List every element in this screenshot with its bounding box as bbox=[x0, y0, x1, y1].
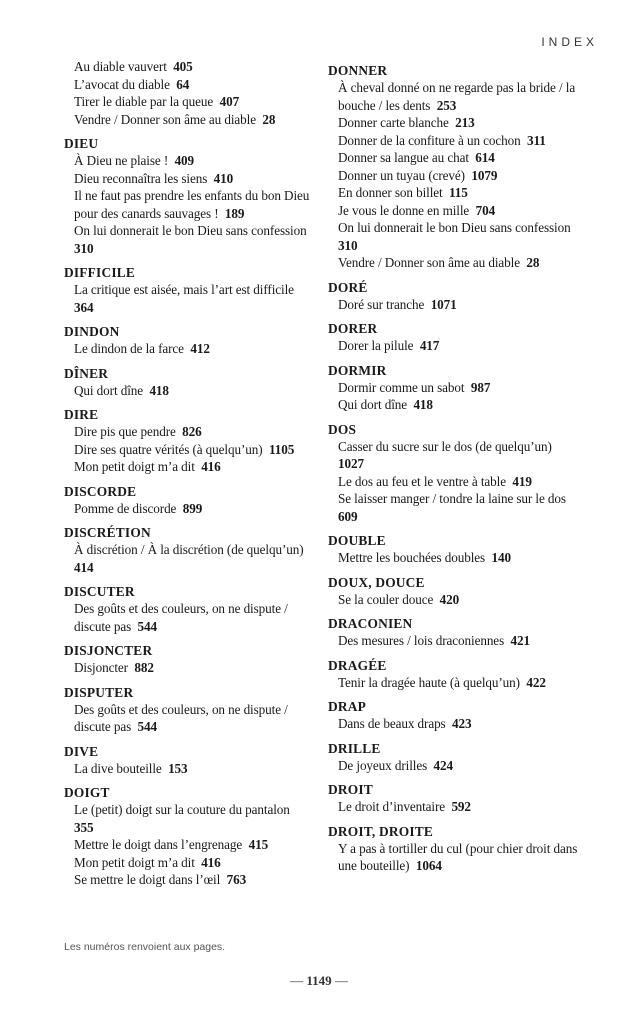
expression-list bbox=[64, 340, 314, 358]
expression-text: Dans de beaux draps bbox=[338, 716, 446, 731]
index-expression bbox=[74, 854, 314, 872]
index-expression bbox=[74, 871, 314, 889]
index-entries-left bbox=[64, 135, 314, 889]
page-reference: 28 bbox=[262, 111, 276, 127]
page-reference: 189 bbox=[224, 205, 245, 221]
entry-headword: DISCORDE bbox=[64, 483, 137, 499]
expression-text: On lui donnerait le bon Dieu sans confession bbox=[74, 223, 307, 238]
entry-headword: DISCUTER bbox=[64, 584, 135, 599]
expression-text: Des goûts et des couleurs, on ne dispute / discute pas bbox=[74, 701, 288, 734]
index-expression bbox=[338, 396, 584, 414]
index-expression bbox=[74, 111, 314, 129]
page-reference: 609 bbox=[338, 508, 358, 524]
page-reference: 704 bbox=[475, 202, 496, 218]
page-reference: 421 bbox=[510, 633, 530, 648]
entry-headword: DISJONCTER bbox=[64, 643, 153, 658]
page-reference: 213 bbox=[455, 115, 475, 130]
page-reference: 253 bbox=[436, 97, 457, 113]
expression-text: Tenir la dragée haute (à quelqu’un) bbox=[338, 674, 520, 690]
expression-text: Dormir comme un sabot bbox=[338, 379, 465, 395]
folio-number: 1149 bbox=[306, 973, 332, 988]
index-expression bbox=[338, 379, 584, 397]
expression-list bbox=[328, 798, 584, 816]
page-reference: 899 bbox=[182, 500, 203, 516]
entry-headword: DROIT bbox=[328, 782, 373, 797]
index-entry bbox=[328, 823, 584, 875]
entry-headword: DORMIR bbox=[328, 362, 387, 378]
page-reference: 410 bbox=[213, 170, 234, 186]
index-entry bbox=[328, 781, 584, 816]
page-reference: 405 bbox=[173, 59, 193, 74]
page-reference: 544 bbox=[137, 719, 158, 734]
page-reference: 310 bbox=[74, 240, 94, 256]
expression-list bbox=[328, 438, 584, 526]
index-expression bbox=[338, 438, 584, 473]
index-entry bbox=[64, 483, 314, 518]
expression-list bbox=[328, 337, 584, 355]
index-expression bbox=[74, 222, 314, 257]
expression-text: Des goûts et des couleurs, on ne dispute / discute pas bbox=[74, 601, 288, 634]
index-expression bbox=[338, 202, 584, 220]
expression-text: Je vous le donne en mille bbox=[338, 202, 470, 218]
index-expression bbox=[338, 632, 584, 650]
expression-list bbox=[328, 549, 584, 567]
page-reference: 1064 bbox=[415, 858, 442, 873]
index-entry bbox=[328, 574, 584, 609]
folio-dash-right: — bbox=[334, 973, 348, 988]
expression-text: Y a pas à tortiller du cul (pour chier droit dans une bouteille) bbox=[338, 840, 578, 873]
page-reference: 418 bbox=[149, 382, 169, 398]
index-entry bbox=[328, 532, 584, 567]
page-reference: 28 bbox=[526, 255, 540, 270]
page-reference: 987 bbox=[470, 379, 491, 395]
index-expression bbox=[338, 167, 584, 185]
index-expression bbox=[74, 836, 314, 854]
index-entry bbox=[64, 406, 314, 476]
index-entry-continued bbox=[64, 58, 314, 128]
expression-text: Mon petit doigt m’a dit bbox=[74, 459, 195, 474]
index-entry bbox=[64, 524, 314, 576]
entry-headword: DOIGT bbox=[64, 785, 110, 800]
expression-list bbox=[64, 701, 314, 736]
entry-headword: DOS bbox=[328, 421, 357, 437]
page-reference: 415 bbox=[248, 837, 269, 852]
expression-text: Des mesures / lois draconiennes bbox=[338, 633, 505, 648]
expression-text: Au diable vauvert bbox=[74, 59, 167, 74]
index-entry bbox=[328, 698, 584, 733]
index-expression bbox=[74, 760, 314, 778]
expression-text: Donner de la confiture à un cochon bbox=[338, 132, 521, 148]
index-expression bbox=[338, 79, 584, 114]
expression-text: Tirer le diable par la queue bbox=[74, 94, 214, 109]
index-expression bbox=[338, 591, 584, 609]
expression-list bbox=[64, 423, 314, 476]
entry-headword: DRACONIEN bbox=[328, 616, 413, 631]
expression-text: Se la couler douce bbox=[338, 591, 434, 607]
expression-list bbox=[64, 541, 314, 576]
expression-list bbox=[64, 382, 314, 400]
index-expression bbox=[338, 296, 584, 314]
index-expression bbox=[74, 801, 314, 836]
index-entry bbox=[64, 784, 314, 889]
entry-headword: DRAGÉE bbox=[328, 657, 387, 673]
expression-list bbox=[64, 500, 314, 518]
index-expression bbox=[338, 757, 584, 775]
index-entry bbox=[64, 323, 314, 358]
expression-text: Mettre le doigt dans l’engrenage bbox=[74, 837, 243, 852]
page-reference: 826 bbox=[182, 424, 202, 439]
expression-text: Dieu reconnaîtra les siens bbox=[74, 170, 208, 186]
index-entry bbox=[328, 62, 584, 272]
page-reference: 153 bbox=[168, 760, 188, 776]
page-reference: 419 bbox=[512, 473, 532, 489]
expression-text: Dorer la pilule bbox=[338, 338, 414, 353]
expression-list bbox=[328, 840, 584, 875]
expression-text: Qui dort dîne bbox=[338, 397, 408, 412]
expression-text: Mettre les bouchées doubles bbox=[338, 550, 486, 565]
index-expression bbox=[338, 184, 584, 202]
expression-text: Dire ses quatre vérités (à quelqu’un) bbox=[74, 441, 263, 457]
index-expression bbox=[74, 458, 314, 476]
index-column-left bbox=[64, 58, 314, 896]
expression-text: De joyeux drilles bbox=[338, 757, 428, 773]
page-reference: 414 bbox=[74, 559, 94, 575]
page-reference: 409 bbox=[174, 153, 195, 168]
expression-list bbox=[328, 715, 584, 733]
index-expression bbox=[338, 840, 584, 875]
index-entry bbox=[64, 743, 314, 778]
footnote: Les numéros renvoient aux pages. bbox=[64, 941, 226, 953]
entry-headword: DONNER bbox=[328, 63, 388, 78]
index-expression bbox=[338, 715, 584, 733]
page-reference: 311 bbox=[527, 132, 546, 148]
page-reference: 424 bbox=[433, 757, 454, 773]
expression-text: La dive bouteille bbox=[74, 760, 162, 776]
index-entry bbox=[64, 684, 314, 736]
expression-list bbox=[328, 674, 584, 692]
page-reference: 1105 bbox=[268, 441, 295, 457]
entry-headword: DISPUTER bbox=[64, 684, 134, 700]
expression-text: À discrétion / À la discrétion (de quelqu’un) bbox=[74, 542, 304, 557]
expression-list bbox=[64, 58, 314, 128]
entry-headword: DORER bbox=[328, 321, 378, 336]
page-reference: 882 bbox=[134, 660, 154, 675]
entry-headword: DÎNER bbox=[64, 365, 109, 381]
expression-list bbox=[328, 757, 584, 775]
page-reference: 310 bbox=[338, 237, 358, 253]
index-expression bbox=[74, 76, 314, 94]
index-expression bbox=[338, 254, 584, 272]
index-expression bbox=[338, 132, 584, 150]
expression-text: Le (petit) doigt sur la couture du pantalon bbox=[74, 802, 290, 817]
index-expression bbox=[74, 170, 314, 188]
index-entry bbox=[64, 642, 314, 677]
entry-headword: DOUBLE bbox=[328, 533, 386, 548]
expression-list bbox=[64, 801, 314, 889]
expression-text: Mon petit doigt m’a dit bbox=[74, 854, 195, 870]
index-expression bbox=[74, 659, 314, 677]
index-entry bbox=[64, 365, 314, 400]
index-expression bbox=[338, 337, 584, 355]
index-expression bbox=[74, 382, 314, 400]
running-header: INDEX bbox=[541, 35, 598, 49]
expression-text: À cheval donné on ne regarde pas la bride / la bouche / les dents bbox=[338, 80, 576, 113]
expression-list bbox=[328, 632, 584, 650]
index-expression bbox=[74, 500, 314, 518]
expression-text: Vendre / Donner son âme au diable bbox=[74, 111, 256, 127]
expression-list bbox=[64, 659, 314, 677]
expression-text: L’avocat du diable bbox=[74, 76, 170, 92]
entry-headword: DIFFICILE bbox=[64, 265, 135, 280]
page-reference: 763 bbox=[226, 872, 247, 887]
index-expression bbox=[74, 281, 314, 316]
expression-text: Donner carte blanche bbox=[338, 115, 449, 130]
index-entry bbox=[328, 657, 584, 692]
expression-text: Disjoncter bbox=[74, 660, 128, 675]
index-entry bbox=[64, 264, 314, 316]
index-expression bbox=[74, 701, 314, 736]
page-reference: 423 bbox=[452, 716, 472, 731]
expression-text: En donner son billet bbox=[338, 185, 443, 200]
entry-headword: DRILLE bbox=[328, 740, 381, 756]
page-reference: 420 bbox=[439, 591, 460, 607]
expression-list bbox=[328, 379, 584, 414]
expression-text: On lui donnerait le bon Dieu sans confession bbox=[338, 220, 571, 235]
expression-text: Se mettre le doigt dans l’œil bbox=[74, 872, 221, 887]
expression-text: Se laisser manger / tondre la laine sur le dos bbox=[338, 491, 566, 506]
index-entry bbox=[328, 320, 584, 355]
expression-list bbox=[64, 760, 314, 778]
page-reference: 417 bbox=[419, 338, 440, 353]
expression-list bbox=[328, 79, 584, 272]
entry-headword: DRAP bbox=[328, 699, 366, 714]
page-reference: 416 bbox=[201, 459, 221, 474]
page-reference: 140 bbox=[491, 550, 511, 565]
index-entry bbox=[328, 615, 584, 650]
expression-text: Vendre / Donner son âme au diable bbox=[338, 255, 520, 270]
page-reference: 64 bbox=[176, 76, 190, 92]
index-entry bbox=[328, 362, 584, 414]
page-reference: 1027 bbox=[338, 456, 364, 471]
page-reference: 418 bbox=[413, 397, 433, 412]
expression-text: Pomme de discorde bbox=[74, 500, 177, 516]
expression-text: Donner sa langue au chat bbox=[338, 150, 469, 165]
page-reference: 412 bbox=[190, 341, 210, 356]
index-expression bbox=[338, 473, 584, 491]
index-expression bbox=[74, 340, 314, 358]
expression-list bbox=[328, 296, 584, 314]
index-expression bbox=[338, 219, 584, 254]
index-expression bbox=[74, 187, 314, 222]
index-expression bbox=[74, 541, 314, 576]
expression-text: Donner un tuyau (crevé) bbox=[338, 167, 465, 183]
index-entry bbox=[328, 740, 584, 775]
expression-text: Le dindon de la farce bbox=[74, 341, 184, 356]
entry-headword: DORÉ bbox=[328, 279, 368, 295]
expression-list bbox=[64, 152, 314, 257]
page-reference: 614 bbox=[475, 150, 495, 165]
page-reference: 416 bbox=[201, 854, 221, 870]
index-expression bbox=[74, 441, 314, 459]
index-expression bbox=[74, 152, 314, 170]
expression-text: Le droit d’inventaire bbox=[338, 799, 446, 814]
index-expression bbox=[338, 549, 584, 567]
entry-headword: DROIT, DROITE bbox=[328, 823, 434, 839]
index-expression bbox=[74, 423, 314, 441]
index-expression bbox=[338, 798, 584, 816]
entry-headword: DINDON bbox=[64, 324, 120, 339]
page-reference: 364 bbox=[74, 299, 94, 315]
folio-dash-left: — bbox=[290, 973, 304, 988]
index-expression bbox=[338, 114, 584, 132]
index-entry bbox=[64, 583, 314, 635]
expression-text: Doré sur tranche bbox=[338, 296, 425, 312]
entry-headword: DIEU bbox=[64, 136, 99, 151]
expression-text: Qui dort dîne bbox=[74, 382, 144, 398]
index-expression bbox=[338, 674, 584, 692]
expression-text: Casser du sucre sur le dos (de quelqu’un) bbox=[338, 438, 552, 454]
index-entry bbox=[64, 135, 314, 257]
page-reference: 1071 bbox=[430, 296, 457, 312]
index-expression bbox=[338, 490, 584, 525]
expression-list bbox=[64, 600, 314, 635]
index-expression bbox=[74, 58, 314, 76]
expression-text: Dire pis que pendre bbox=[74, 424, 176, 439]
expression-text: Il ne faut pas prendre les enfants du bon Dieu pour des canards sauvages ! bbox=[74, 188, 310, 221]
index-expression bbox=[74, 93, 314, 111]
index-entry bbox=[328, 279, 584, 314]
page-reference: 355 bbox=[74, 819, 94, 835]
index-expression bbox=[74, 600, 314, 635]
expression-list bbox=[64, 281, 314, 316]
index-expression bbox=[338, 149, 584, 167]
entry-headword: DIVE bbox=[64, 743, 99, 759]
page-reference: 422 bbox=[526, 674, 546, 690]
page-number bbox=[0, 973, 638, 989]
index-entry bbox=[328, 421, 584, 526]
entry-headword: DIRE bbox=[64, 407, 99, 422]
entry-headword: DISCRÉTION bbox=[64, 525, 151, 540]
expression-text: La critique est aisée, mais l’art est difficile bbox=[74, 282, 294, 297]
entry-headword: DOUX, DOUCE bbox=[328, 574, 425, 590]
index-entries-right bbox=[328, 62, 584, 875]
page-reference: 115 bbox=[449, 185, 468, 200]
page-reference: 592 bbox=[451, 799, 471, 814]
page-reference: 407 bbox=[219, 94, 240, 109]
page-reference: 1079 bbox=[471, 167, 498, 183]
expression-text: À Dieu ne plaise ! bbox=[74, 153, 169, 168]
index-column-right bbox=[328, 62, 584, 882]
page-reference: 544 bbox=[137, 618, 158, 634]
expression-text: Le dos au feu et le ventre à table bbox=[338, 473, 506, 489]
expression-list bbox=[328, 591, 584, 609]
